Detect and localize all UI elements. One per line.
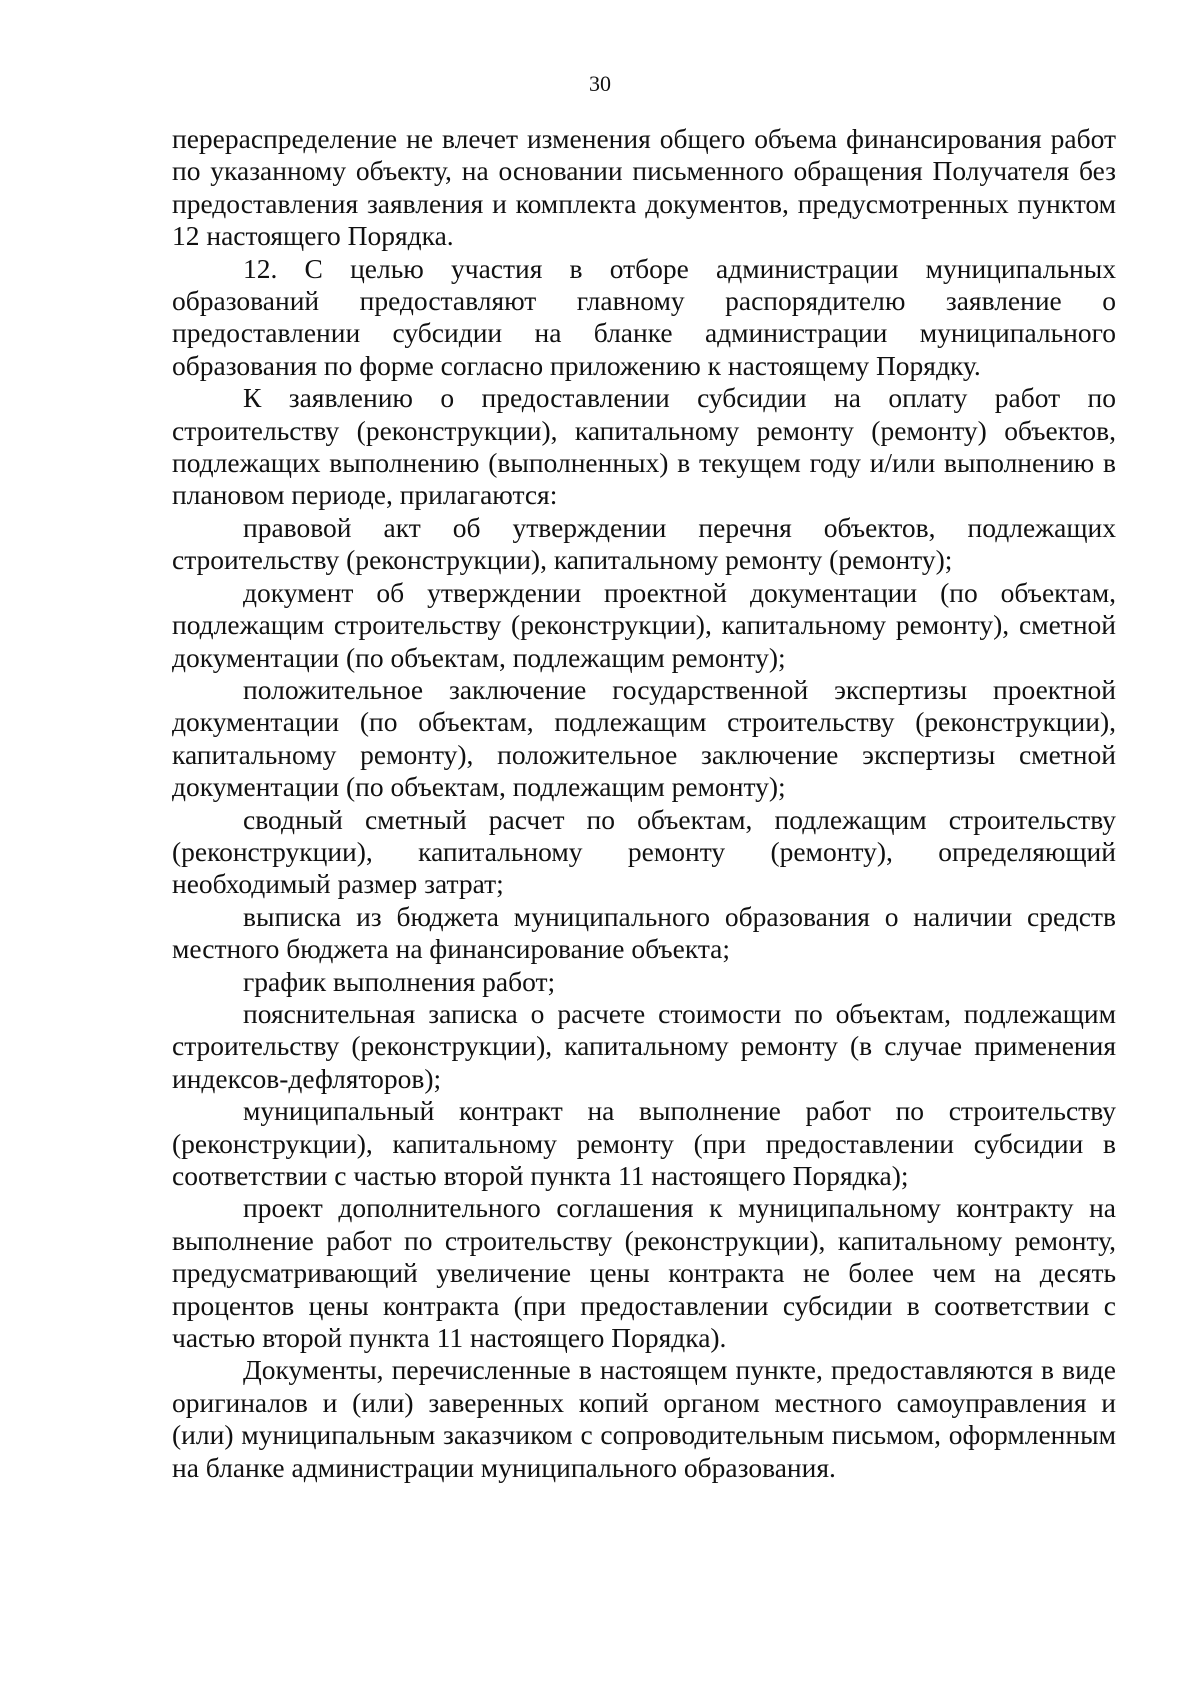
paragraph-continuation: перераспределение не влечет изменения общего объема финансирования работ по указанному объекту, на основании письменного обращения Получателя без предоставления заявления и комплекта документов, предусмотренных пунктом 12 настоящего Порядка. [172,123,1116,252]
paragraph-submission-form: Документы, перечисленные в настоящем пункте, предоставляются в виде оригиналов и (или) заверенных копий органом местного самоуправления и (или) муниципальным заказчиком с сопроводительным письмом, оформленным на бланке администрации муниципального образования. [172,1354,1116,1483]
list-item-supplementary-agreement: проект дополнительного соглашения к муниципальному контракту на выполнение работ по строительству (реконструкции), капитальному ремонту, предусматривающий увеличение цены контракта не более чем на десять процентов цены контракта (при предоставлении субсидии в соответствии с частью второй пункта 11 настоящего Порядка). [172,1192,1116,1354]
page-number: 30 [589,71,611,96]
list-item-municipal-contract: муниципальный контракт на выполнение работ по строительству (реконструкции), капитальному ремонту (при предоставлении субсидии в соответствии с частью второй пункта 11 настоящего Порядка); [172,1095,1116,1191]
list-item-cost-estimate: сводный сметный расчет по объектам, подлежащим строительству (реконструкции), капитальному ремонту (ремонту), определяющий необходимый размер затрат; [172,803,1116,900]
list-item-budget-extract: выписка из бюджета муниципального образования о наличии средств местного бюджета на финансирование объекта; [172,900,1116,965]
list-item-expertise-conclusion: положительное заключение государственной экспертизы проектной документации (по объектам, подлежащим строительству (реконструкции), капитальному ремонту), положительное заключение экспертизы сметной документации (по объектам, подлежащим ремонту); [172,673,1116,803]
list-item-project-documentation: документ об утверждении проектной документации (по объектам, подлежащим строительству (реконструкции), капитальному ремонту), сметной документации (по объектам, подлежащим ремонту); [172,576,1116,673]
paragraph-attachments-intro: К заявлению о предоставлении субсидии на оплату работ по строительству (реконструкции), капитальному ремонту (ремонту) объектов, подлежащих выполнению (выполненных) в текущем году и/или выполнению в плановом периоде, прилагаются: [172,382,1116,511]
list-item-legal-act: правовой акт об утверждении перечня объектов, подлежащих строительству (реконструкции), капитальному ремонту (ремонту); [172,511,1116,576]
list-item-explanatory-note: пояснительная записка о расчете стоимости по объектам, подлежащим строительству (реконструкции), капитальному ремонту (в случае применения индексов-дефляторов); [172,997,1116,1094]
paragraph-item-12: 12. С целью участия в отборе администрации муниципальных образований предоставляют главному распорядителю заявление о предоставлении субсидии на бланке администрации муниципального образования по форме согласно приложению к настоящему Порядку. [172,252,1116,381]
document-body [172,123,1116,1484]
list-item-work-schedule: график выполнения работ; [243,965,556,997]
